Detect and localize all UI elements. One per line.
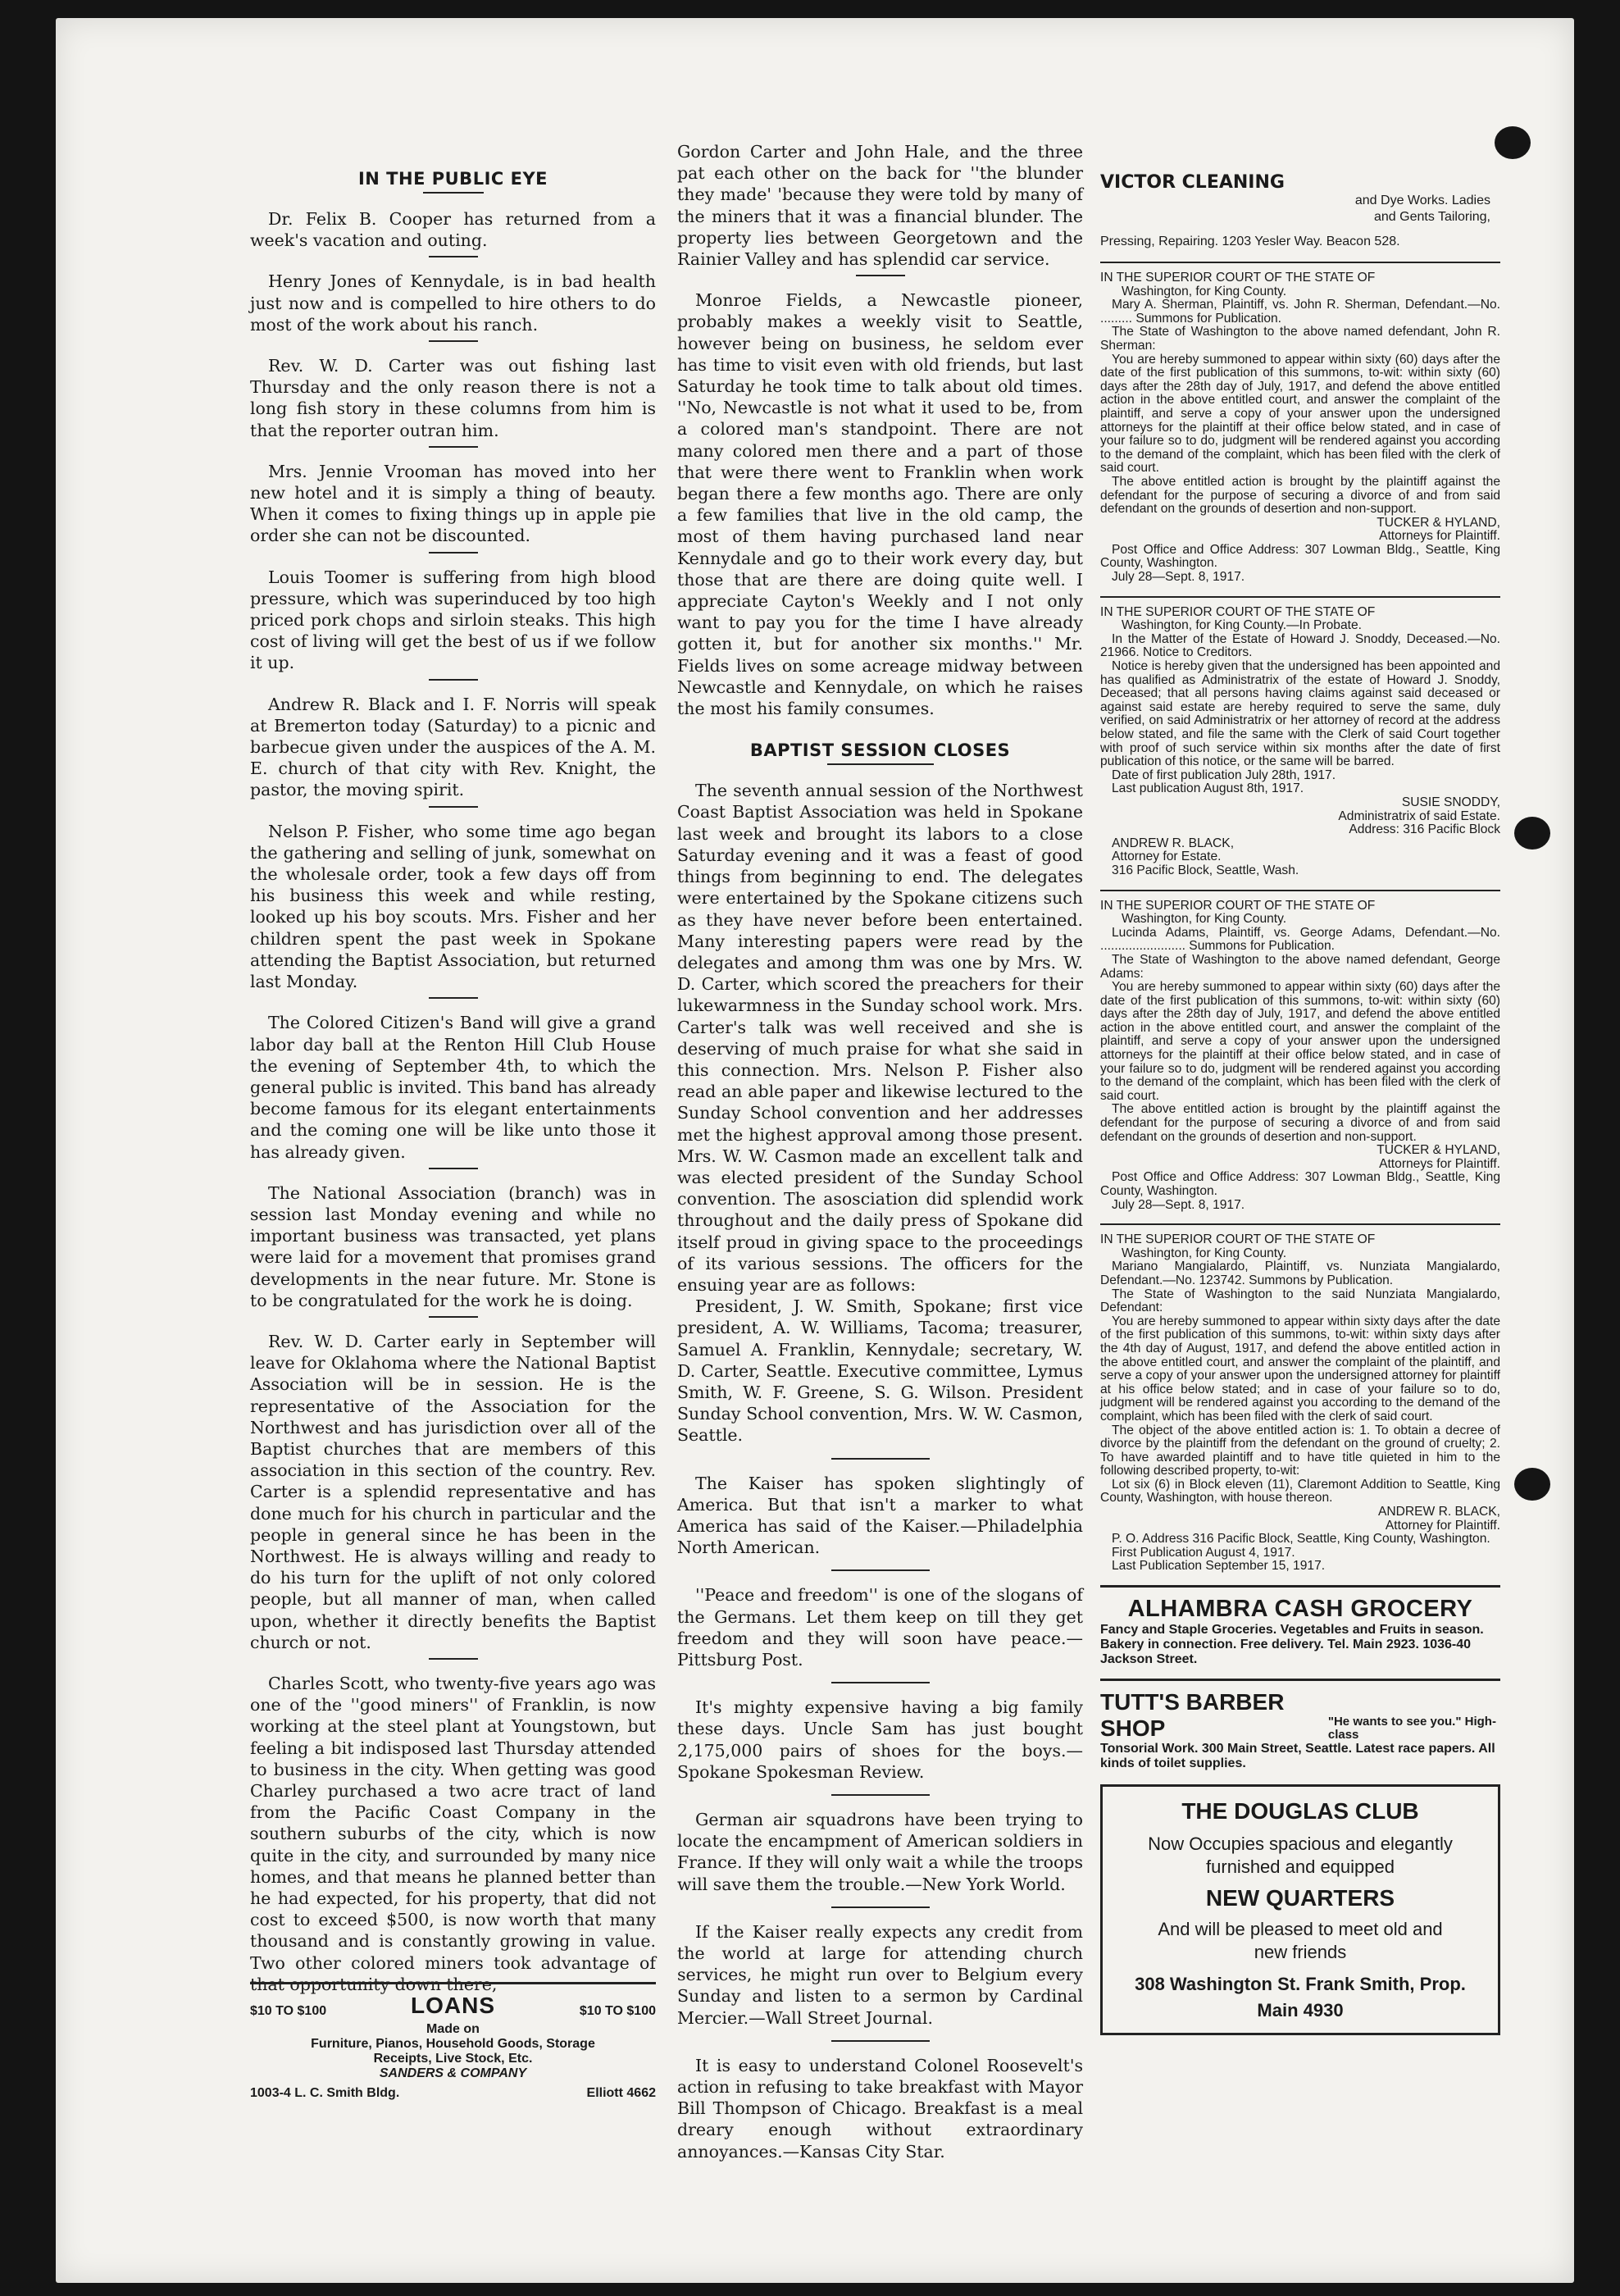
tutt-slogan: "He wants to see you." High-class (1327, 1715, 1496, 1742)
item-separator (831, 1906, 930, 1908)
legal-line: Washington, for King County. (1122, 912, 1287, 927)
divider (1100, 890, 1500, 891)
legal-line: July 28—Sept. 8, 1917. (1112, 570, 1245, 585)
alhambra-title: ALHAMBRA CASH GROCERY (1127, 1596, 1473, 1623)
legal-line: IN THE SUPERIOR COURT OF THE STATE OF (1100, 271, 1376, 285)
legal-line: In the Matter of the Estate of Howard J. Snoddy, Deceased.—No. 21966. Notice to Creditors. (1100, 631, 1500, 660)
legal-line: IN THE SUPERIOR COURT OF THE STATE OF (1100, 898, 1376, 913)
news-item: Andrew R. Black and I. F. Norris will speak at Bremerton today (Saturday) to a picnic and barbecue given under the auspices of the A. M. E. church of that city with Rev. Knight, the pastor, the moving spirit. (250, 694, 656, 800)
douglas-phone: Main 4930 (1257, 2000, 1344, 2021)
loans-phone: Elliott 4662 (586, 2086, 656, 2100)
middle-top-items (677, 141, 1083, 719)
victor-sub1: and Dye Works. Ladies (1354, 194, 1490, 207)
binding-hole-lower (1514, 1468, 1550, 1501)
tutt-text: Tonsorial Work. 300 Main Street, Seattle. Latest race papers. All kinds of toilet supplies. (1100, 1742, 1495, 1771)
news-item: Rev. W. D. Carter was out fishing last Thursday and the only reason there is not a long fish story in these columns from him is that the reporter outran him. (250, 356, 656, 440)
legal-notice-mangialardo (1100, 1233, 1500, 1574)
divider (1100, 596, 1500, 598)
column-public-eye (250, 141, 656, 1995)
legal-line: SUSIE SNODDY, (1401, 795, 1500, 809)
douglas-line3: And will be pleased to meet old and (1158, 1919, 1443, 1940)
binding-hole-middle (1514, 817, 1550, 850)
alhambra-text: Fancy and Staple Groceries. Vegetables and Fruits in season. Bakery in connection. Free delivery. Tel. Main 2923. 1036-40 Jackson Street. (1100, 1623, 1484, 1667)
legal-line: Attorney for Plaintiff. (1385, 1518, 1500, 1533)
legal-line: The above entitled action is brought by the plaintiff against the defendant for the purpose of securing a divorce of and from said defendant on the grounds of desertion and non-support. (1100, 474, 1500, 517)
item-separator (429, 806, 478, 808)
item-separator (831, 1569, 930, 1571)
legal-line: Mary A. Sherman, Plaintiff, vs. John R. Sherman, Defendant.—No. ......... Summons for Publication. (1100, 298, 1500, 326)
loans-items2: Receipts, Live Stock, Etc. (373, 2052, 533, 2066)
legal-line: 316 Pacific Block, Seattle, Wash. (1112, 863, 1299, 877)
legal-line: Administratrix of said Estate. (1338, 809, 1500, 823)
legal-line: You are hereby summoned to appear within sixty (60) days after the date of the first publication of this summons, to-wit: within sixty (60) days after the 28th day of July, 1917, and defend the above entitled action in the above entitled court, and answer the complaint of the plaintiff, and serve a copy of your answer upon the undersigned attorneys for the plaintiff at their office below stated, and in case of your failure so to do, judgment will be rendered against you according to the demand of the complaint, which has been filed with the clerk of said court. (1100, 352, 1500, 476)
clipping: The Kaiser has spoken slightingly of America. But that isn't a marker to what America has said of the Kaiser.—Philadelphia North American. (677, 1473, 1083, 1558)
loans-address: 1003-4 L. C. Smith Bldg. (250, 2086, 400, 2100)
public-eye-heading: IN THE PUBLIC EYE (357, 169, 548, 189)
clipping: If the Kaiser really expects any credit from the world at large for attending church services, he might run over to Belgium every Sunday and listen to a sermon by Cardinal Mercier.—Wall Street Journal. (677, 1921, 1083, 2028)
item-separator (429, 679, 478, 681)
legal-notice-adams (1100, 900, 1500, 1213)
news-item: Rev. W. D. Carter early in September will leave for Oklahoma where the National Baptist Association will be in session. He is the representative of the Association for the Northwest and has jurisdiction over all of the Baptist churches that are members of this association in this section of the country. Rev. Carter is a splendid representative and has done much for his church in particular and the people in general since he has been in the Northwest. He is always willing and ready to do his turn for the uplift of not only colored people, but all manner of man, when called upon, whether it directly benefits the Baptist church or not. (250, 1331, 656, 1652)
item-separator (831, 1458, 930, 1460)
legal-line: TUCKER & HYLAND, (1377, 515, 1500, 530)
douglas-title: THE DOUGLAS CLUB (1181, 1798, 1419, 1824)
item-separator (856, 275, 905, 276)
legal-line: Attorneys for Plaintiff. (1379, 1156, 1500, 1171)
legal-line: Date of first publication July 28th, 1917. (1112, 768, 1336, 782)
loans-range-right: $10 TO $100 (579, 2004, 656, 2018)
legal-line: Washington, for King County. (1122, 1246, 1287, 1260)
clipping: It is easy to understand Colonel Roosevelt's action in refusing to take breakfast with Mayor Bill Thompson of Chicago. Breakfast is a meal dreary enough without extraordinary annoyances.—Kansas City Star. (677, 2055, 1083, 2162)
item-separator (831, 1682, 930, 1683)
legal-line: P. O. Address 316 Pacific Block, Seattle, King County, Washington. (1112, 1532, 1490, 1547)
legal-line: First Publication August 4, 1917. (1112, 1545, 1295, 1560)
legal-line: IN THE SUPERIOR COURT OF THE STATE OF (1100, 1232, 1376, 1247)
legal-line: July 28—Sept. 8, 1917. (1112, 1197, 1245, 1212)
news-item: Henry Jones of Kennydale, is in bad health just now and is compelled to hire others to do most of the work about his ranch. (250, 271, 656, 335)
victor-sub2: and Gents Tailoring, (1373, 210, 1490, 224)
news-item: The Colored Citizen's Band will give a grand labor day ball at the Renton Hill Club House the evening of September 4th, to which the general public is invited. This band has already become famous for its elegant entertainments and the coming one will be like unto those it has already given. (250, 1013, 656, 1162)
legal-line: The State of Washington to the said Nunziata Mangialardo, Defendant: (1100, 1287, 1500, 1315)
legal-line: Last Publication September 15, 1917. (1112, 1559, 1326, 1574)
legal-line: Washington, for King County. (1122, 284, 1287, 298)
legal-line: Address: 316 Pacific Block (1349, 822, 1500, 837)
legal-line: The State of Washington to the above named defendant, George Adams: (1100, 952, 1500, 981)
news-item: Monroe Fields, a Newcastle pioneer, probably makes a weekly visit to Seattle, however being on business, he seldom ever has time to visit even with old friends, but last Saturday he took time to talk about old times. ''No, Newcastle is not what it used to be, from a colored man's standpoint. There are not many colored men there and a part of those that were there went to Franklin when work began there a few months ago. There are only a few families that live in the old camp, the most of them having purchased land near Kennydale and go to their work every day, but those that are there are doing quite well. I appreciate Cayton's Weekly and I not only want to pay you for the time I have already gotten it, but for another six months.'' Mr. Fields lives on some acreage midway between Newcastle and Kennydale, on which he raises the most his family consumes. (677, 290, 1083, 719)
douglas-line4: new friends (1254, 1942, 1347, 1963)
news-item: Dr. Felix B. Cooper has returned from a week's vacation and outing. (250, 209, 656, 251)
legal-line: The above entitled action is brought by the plaintiff against the defendant for the purpose of securing a divorce of and from said defendant on the grounds of desertion and non-support. (1100, 1102, 1500, 1144)
item-separator (429, 256, 478, 257)
legal-line: Notice is hereby given that the undersigned has been appointed and has qualified as Administratrix of the estate of Howard J. Snoddy, Deceased; that all persons having claims against said deceased or against said estate are hereby required to serve the same, duly verified, on said Administratrix or her attorney of record at the address below stated, and file the same with the Clerk of said Court together with proof of such service within six months after the date of first publication of this notice, or the same will be barred. (1100, 659, 1500, 769)
legal-line: The State of Washington to the above named defendant, John R. Sherman: (1100, 325, 1500, 353)
clipping: It's mighty expensive having a big family these days. Uncle Sam has just bought 2,175,000 pairs of shoes for the boys.—Spokane Spokesman Review. (677, 1697, 1083, 1782)
victor-address: Pressing, Repairing. 1203 Yesler Way. Beacon 528. (1100, 235, 1400, 248)
douglas-line1: Now Occupies spacious and elegantly (1148, 1834, 1453, 1855)
legal-line: You are hereby summoned to appear within sixty (60) days after the date of the first publication of this summons, to-wit: within sixty (60) days after the 28th day of July, 1917, and defend the above entitled action in the above entitled court, and answer the complaint of the plaintiff, and serve a copy of your answer upon the undersigned attorneys for the plaintiff at their office below stated, and in case of your failure so to do, judgment will be rendered against you according to the demand of the complaint, which has been filed with the clerk of said court. (1100, 980, 1500, 1103)
public-eye-items (250, 208, 656, 1995)
tutt-ad (1100, 1689, 1500, 1771)
legal-line: The object of the above entitled action is: 1. To obtain a decree of divorce by the plaintiff from the defendant on the ground of cruelty; 2. To have awarded plaintiff and to have title quieted in him to the following described property, to-wit: (1100, 1423, 1500, 1478)
legal-line: Lot six (6) in Block eleven (11), Claremont Addition to Seattle, King County, Washington, with house thereon. (1100, 1477, 1500, 1506)
loans-range-left: $10 TO $100 (250, 2004, 327, 2018)
news-item: Mrs. Jennie Vrooman has moved into her new hotel and it is simply a thing of beauty. When it comes to fixing things up in apple pie order she can not be discounted. (250, 461, 656, 546)
item-separator (429, 340, 478, 342)
divider (1100, 1223, 1500, 1225)
legal-line: You are hereby summoned to appear within sixty days after the date of the first publication of this summons, to-wit: within sixty days after the 4th day of August, 1917, and defend the above entitled action in the above entitled court, and answer the complaint of the plaintiff, and serve a copy of your answer upon the undersigned attorney for plaintiff at his office below stated; and in case of your failure so to do, judgment will be rendered against you according to the demand of the complaint, which has been filed with the clerk of said court. (1100, 1314, 1500, 1424)
legal-line: Attorneys for Plaintiff. (1379, 529, 1500, 544)
column-notices (1100, 141, 1500, 2035)
baptist-article (677, 780, 1083, 1446)
divider (1100, 1679, 1500, 1681)
heading-rule (423, 192, 484, 194)
article-paragraph: President, J. W. Smith, Spokane; first vice president, A. W. Williams, Tacoma; treasurer, Samuel A. Franklin, Kennydale; secretary, W. D. Carter, Seattle. Executive committee, Lymus Smith, W. F. Greene, S. G. Wilson. President Sunday School convention, Mrs. W. W. Casmon, Seattle. (677, 1296, 1083, 1446)
news-item: Nelson P. Fisher, who some time ago began the gathering and selling of junk, somewhat on the wholesale order, took a few days off from his business this week and while resting, looked up his boy scouts. Mrs. Fisher and her children spent the past week in Spokane attending the Baptist Association, but returned last Monday. (250, 821, 656, 992)
article-paragraph: The seventh annual session of the Northwest Coast Baptist Association was held in Spokane last week and brought its labors to a close Saturday evening and it was a feast of good things from beginning to end. The delegates were entertained by the Spokane citizens such as they have never before been entertained. Many interesting papers were read by the delegates and among thm was one by Mrs. W. D. Carter, which scored the preachers for their lukewarmness in the Sunday school work. Mrs. Carter's talk was well received and she is deserving of much praise for what she said in this connection. Mrs. Nelson P. Fisher also read an able paper and likewise lectured to the Sunday School convention and her addresses met the highest approval among those present. Mrs. W. W. Casmon made an excellent talk and was elected president of the Sunday School convention. The asosciation did splendid work throughout and the daily press of Spokane did itself proud in giving space to the proceedings of its various sessions. The officers for the ensuing year are as follows: (677, 781, 1083, 1295)
news-item: Louis Toomer is suffering from high blood pressure, which was superinduced by too high priced pork chops and sirloin steaks. This high cost of living will get the best of us if we follow it up. (250, 567, 656, 673)
column-middle (677, 141, 1083, 2162)
news-item: Charles Scott, who twenty-five years ago was one of the ''good miners'' of Franklin, is now working at the steel plant at Youngstown, but feeling a bit indisposed last Thursday attended to business in the city. When getting was good Charley purchased a two acre tract of land from the Pacific Coast Company in the southern suburbs of the city, which is now quite in the city, and surrounded by many nice homes, and that means he planned better than he had expected, for his property, that did not cost to exceed $500, is now worth that many thousand and is constantly growing in value. Two other colored miners took advantage of that opportunity down there, (250, 1673, 656, 1994)
douglas-club-ad (1100, 1784, 1500, 2035)
tutt-title: TUTT'S BARBER SHOP (1100, 1689, 1285, 1742)
item-separator (429, 1168, 478, 1169)
douglas-headline: NEW QUARTERS (1205, 1885, 1395, 1911)
loans-title: LOANS (411, 1993, 495, 2018)
legal-line: Post Office and Office Address: 307 Lowman Bldg., Seattle, King County, Washington. (1100, 1170, 1500, 1198)
loans-company: SANDERS & COMPANY (379, 2066, 527, 2080)
item-separator (429, 1658, 478, 1660)
legal-line: ANDREW R. BLACK, (1377, 1505, 1500, 1519)
legal-line: Lucinda Adams, Plaintiff, vs. George Adams, Defendant.—No. ........................ Summons for Publication. (1100, 925, 1500, 954)
loans-ad (250, 1982, 1083, 2101)
douglas-address: 308 Washington St. Frank Smith, Prop. (1135, 1974, 1466, 1995)
divider (1100, 1585, 1500, 1588)
loans-items1: Furniture, Pianos, Household Goods, Storage (311, 2037, 595, 2051)
clipping: ''Peace and freedom'' is one of the slogans of the Germans. Let them keep on till they get freedom and they will soon have peace.—Pittsburg Post. (677, 1585, 1083, 1670)
divider (1100, 262, 1500, 263)
news-item: The National Association (branch) was in session last Monday evening and while no important business was transacted, yet plans were laid for a movement that promises grand developments in the near future. Mr. Stone is to be congratulated for the work he is doing. (250, 1182, 656, 1310)
heading-rule (827, 763, 934, 765)
alhambra-ad (1100, 1596, 1500, 1667)
item-separator (429, 446, 478, 448)
baptist-heading: BAPTIST SESSION CLOSES (749, 740, 1011, 761)
divider (250, 1982, 656, 1984)
newspaper-page (56, 18, 1574, 2283)
victor-cleaning-ad (1100, 172, 1500, 250)
legal-line: TUCKER & HYLAND, (1377, 1143, 1500, 1158)
loans-made-on: Made on (426, 2022, 480, 2036)
clipping: German air squadrons have been trying to locate the encampment of American soldiers in France. If they will only wait a while the troops will save them the trouble.—New York World. (677, 1810, 1083, 1894)
legal-line: Washington, for King County.—In Probate. (1122, 618, 1362, 633)
victor-title: VICTOR CLEANING (1100, 172, 1285, 193)
douglas-line2: furnished and equipped (1206, 1856, 1395, 1878)
legal-notice-sherman (1100, 271, 1500, 585)
legal-line: ANDREW R. BLACK, (1112, 836, 1235, 850)
news-item: Gordon Carter and John Hale, and the three pat each other on the back for ''the blunder they made' 'because they were told by many of the miners that it was a financial blunder. The property lies between Georgetown and the Rainier Valley and has splendid car service. (677, 142, 1083, 270)
item-separator (429, 1316, 478, 1318)
legal-line: Mariano Mangialardo, Plaintiff, vs. Nunziata Mangialardo, Defendant.—No. 123742. Summons by Publication. (1100, 1260, 1500, 1287)
legal-line: IN THE SUPERIOR COURT OF THE STATE OF (1100, 604, 1376, 619)
legal-line: Last publication August 8th, 1917. (1112, 781, 1304, 796)
legal-notice-snoddy (1100, 606, 1500, 878)
legal-line: Post Office and Office Address: 307 Lowman Bldg., Seattle, King County, Washington. (1100, 542, 1500, 571)
item-separator (429, 552, 478, 554)
item-separator (831, 1794, 930, 1796)
item-separator (429, 997, 478, 999)
legal-line: Attorney for Estate. (1112, 850, 1222, 864)
